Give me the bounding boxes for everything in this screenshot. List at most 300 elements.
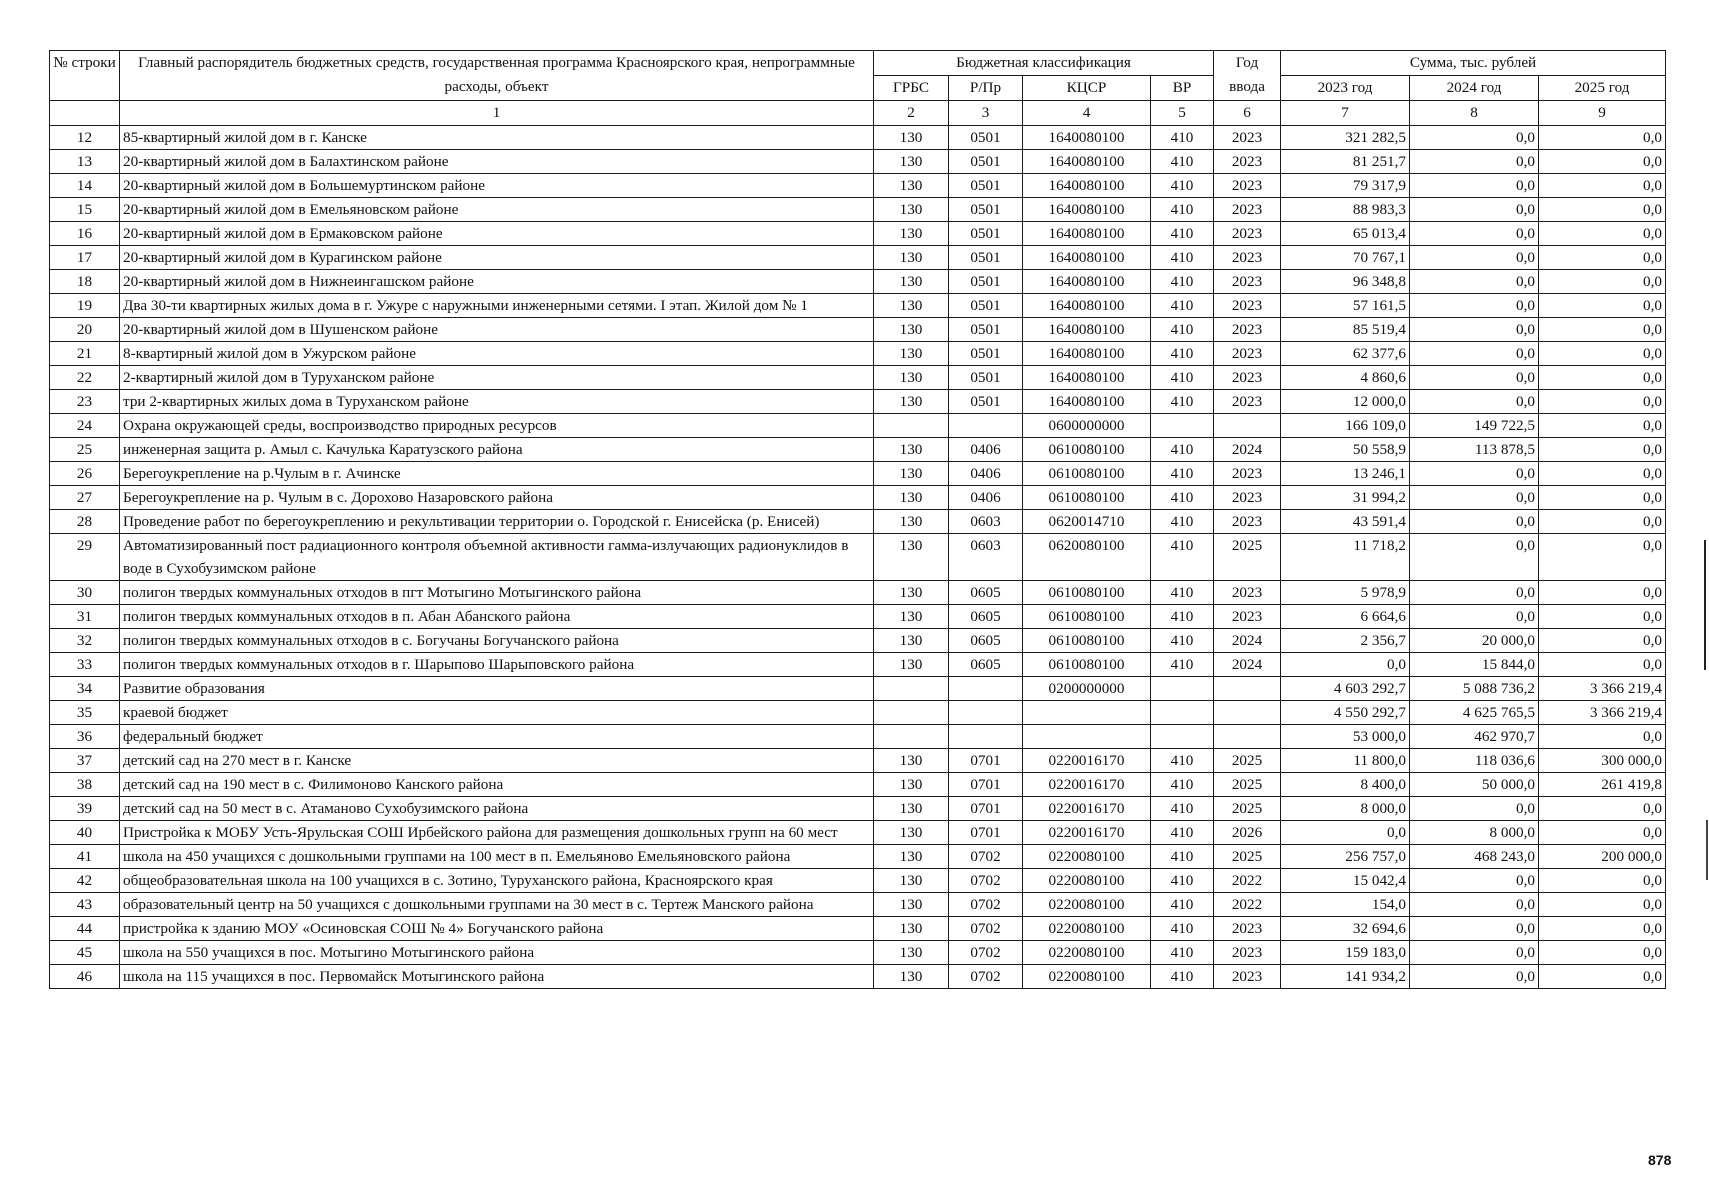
row-sum-2024: 468 243,0 xyxy=(1410,845,1539,869)
row-sum-2023: 79 317,9 xyxy=(1281,174,1410,198)
row-sum-2025: 0,0 xyxy=(1539,198,1666,222)
row-name: детский сад на 50 мест в с. Атаманово Сухобузимского района xyxy=(120,797,874,821)
table-row xyxy=(50,174,1666,198)
row-number: 37 xyxy=(50,749,120,773)
row-name: образовательный центр на 50 учащихся с дошкольными группами на 30 мест в с. Тертеж Манского района xyxy=(120,893,874,917)
row-grbs: 130 xyxy=(874,869,949,893)
row-kcsr: 1640080100 xyxy=(1023,174,1151,198)
row-sum-2024: 0,0 xyxy=(1410,342,1539,366)
row-year: 2025 xyxy=(1214,749,1281,773)
row-vr: 410 xyxy=(1151,797,1214,821)
col-number: 1 xyxy=(120,101,874,126)
row-rpr: 0501 xyxy=(949,294,1023,318)
row-kcsr: 0220080100 xyxy=(1023,845,1151,869)
col-number: 3 xyxy=(949,101,1023,126)
row-grbs: 130 xyxy=(874,941,949,965)
row-year: 2023 xyxy=(1214,510,1281,534)
row-sum-2025: 0,0 xyxy=(1539,893,1666,917)
col-number: 8 xyxy=(1410,101,1539,126)
row-rpr: 0605 xyxy=(949,629,1023,653)
row-vr xyxy=(1151,677,1214,701)
row-sum-2025: 0,0 xyxy=(1539,629,1666,653)
row-rpr: 0702 xyxy=(949,845,1023,869)
row-sum-2024: 0,0 xyxy=(1410,893,1539,917)
table-row xyxy=(50,318,1666,342)
row-sum-2025: 3 366 219,4 xyxy=(1539,677,1666,701)
row-kcsr: 0610080100 xyxy=(1023,462,1151,486)
header-budget-classification: Бюджетная классификация xyxy=(874,51,1214,76)
row-rpr: 0603 xyxy=(949,510,1023,534)
header-2024: 2024 год xyxy=(1410,76,1539,101)
row-grbs xyxy=(874,701,949,725)
row-grbs: 130 xyxy=(874,366,949,390)
row-number: 42 xyxy=(50,869,120,893)
row-name: Пристройка к МОБУ Усть-Ярульская СОШ Ирбейского района для размещения дошкольных групп на 60 мест xyxy=(120,821,874,845)
header-2023: 2023 год xyxy=(1281,76,1410,101)
row-number: 43 xyxy=(50,893,120,917)
row-vr: 410 xyxy=(1151,294,1214,318)
row-name: 20-квартирный жилой дом в Шушенском районе xyxy=(120,318,874,342)
row-sum-2025: 0,0 xyxy=(1539,342,1666,366)
row-name: 8-квартирный жилой дом в Ужурском районе xyxy=(120,342,874,366)
table-row xyxy=(50,917,1666,941)
row-sum-2023: 96 348,8 xyxy=(1281,270,1410,294)
row-sum-2024: 0,0 xyxy=(1410,390,1539,414)
row-sum-2024: 462 970,7 xyxy=(1410,725,1539,749)
row-sum-2024: 0,0 xyxy=(1410,126,1539,150)
row-year xyxy=(1214,701,1281,725)
row-vr: 410 xyxy=(1151,965,1214,989)
row-sum-2025: 0,0 xyxy=(1539,534,1666,581)
row-year: 2025 xyxy=(1214,773,1281,797)
row-year: 2023 xyxy=(1214,174,1281,198)
row-number: 20 xyxy=(50,318,120,342)
col-number: 6 xyxy=(1214,101,1281,126)
row-sum-2024: 0,0 xyxy=(1410,246,1539,270)
row-rpr xyxy=(949,701,1023,725)
row-grbs: 130 xyxy=(874,797,949,821)
row-grbs: 130 xyxy=(874,486,949,510)
table-row xyxy=(50,294,1666,318)
row-grbs: 130 xyxy=(874,174,949,198)
row-number: 21 xyxy=(50,342,120,366)
row-vr: 410 xyxy=(1151,629,1214,653)
row-name: краевой бюджет xyxy=(120,701,874,725)
row-sum-2023: 4 550 292,7 xyxy=(1281,701,1410,725)
row-sum-2024: 0,0 xyxy=(1410,486,1539,510)
row-vr: 410 xyxy=(1151,749,1214,773)
col-number: 4 xyxy=(1023,101,1151,126)
row-number: 34 xyxy=(50,677,120,701)
row-number: 36 xyxy=(50,725,120,749)
row-rpr: 0702 xyxy=(949,893,1023,917)
row-vr: 410 xyxy=(1151,534,1214,581)
row-vr: 410 xyxy=(1151,941,1214,965)
row-sum-2024: 0,0 xyxy=(1410,150,1539,174)
row-number: 30 xyxy=(50,581,120,605)
row-number: 46 xyxy=(50,965,120,989)
row-number: 23 xyxy=(50,390,120,414)
row-sum-2024: 0,0 xyxy=(1410,534,1539,581)
row-vr: 410 xyxy=(1151,893,1214,917)
row-sum-2025: 0,0 xyxy=(1539,510,1666,534)
row-year: 2023 xyxy=(1214,581,1281,605)
row-name: федеральный бюджет xyxy=(120,725,874,749)
row-kcsr: 0600000000 xyxy=(1023,414,1151,438)
table-row xyxy=(50,893,1666,917)
header-kcsr: КЦСР xyxy=(1023,76,1151,101)
row-number: 27 xyxy=(50,486,120,510)
page-number: 878 xyxy=(1648,1152,1672,1168)
row-sum-2024: 113 878,5 xyxy=(1410,438,1539,462)
row-name: 2-квартирный жилой дом в Туруханском районе xyxy=(120,366,874,390)
row-sum-2025: 261 419,8 xyxy=(1539,773,1666,797)
row-year: 2025 xyxy=(1214,845,1281,869)
row-grbs: 130 xyxy=(874,150,949,174)
row-kcsr xyxy=(1023,701,1151,725)
row-sum-2025: 0,0 xyxy=(1539,941,1666,965)
row-sum-2025: 0,0 xyxy=(1539,294,1666,318)
row-kcsr: 0610080100 xyxy=(1023,605,1151,629)
row-year: 2023 xyxy=(1214,486,1281,510)
row-sum-2024: 4 625 765,5 xyxy=(1410,701,1539,725)
row-sum-2023: 5 978,9 xyxy=(1281,581,1410,605)
row-sum-2023: 12 000,0 xyxy=(1281,390,1410,414)
table-row xyxy=(50,773,1666,797)
row-vr: 410 xyxy=(1151,773,1214,797)
row-sum-2023: 43 591,4 xyxy=(1281,510,1410,534)
row-number: 17 xyxy=(50,246,120,270)
row-sum-2023: 15 042,4 xyxy=(1281,869,1410,893)
row-name: детский сад на 190 мест в с. Филимоново Канского района xyxy=(120,773,874,797)
row-number: 29 xyxy=(50,534,120,581)
row-kcsr: 0220016170 xyxy=(1023,749,1151,773)
row-rpr: 0605 xyxy=(949,653,1023,677)
row-sum-2024: 0,0 xyxy=(1410,318,1539,342)
row-vr: 410 xyxy=(1151,653,1214,677)
row-rpr: 0501 xyxy=(949,390,1023,414)
row-sum-2024: 5 088 736,2 xyxy=(1410,677,1539,701)
row-sum-2023: 70 767,1 xyxy=(1281,246,1410,270)
row-vr: 410 xyxy=(1151,198,1214,222)
row-number: 28 xyxy=(50,510,120,534)
row-year: 2023 xyxy=(1214,318,1281,342)
row-grbs: 130 xyxy=(874,629,949,653)
row-number: 19 xyxy=(50,294,120,318)
table-row xyxy=(50,366,1666,390)
row-name: 20-квартирный жилой дом в Емельяновском районе xyxy=(120,198,874,222)
row-vr xyxy=(1151,701,1214,725)
row-grbs xyxy=(874,725,949,749)
table-row xyxy=(50,534,1666,581)
row-rpr: 0406 xyxy=(949,438,1023,462)
row-sum-2023: 32 694,6 xyxy=(1281,917,1410,941)
row-number: 13 xyxy=(50,150,120,174)
row-sum-2025: 0,0 xyxy=(1539,869,1666,893)
row-rpr xyxy=(949,414,1023,438)
row-sum-2024: 118 036,6 xyxy=(1410,749,1539,773)
row-sum-2023: 88 983,3 xyxy=(1281,198,1410,222)
row-vr xyxy=(1151,725,1214,749)
row-sum-2023: 321 282,5 xyxy=(1281,126,1410,150)
row-rpr: 0406 xyxy=(949,462,1023,486)
row-sum-2023: 11 718,2 xyxy=(1281,534,1410,581)
row-grbs: 130 xyxy=(874,845,949,869)
row-number: 40 xyxy=(50,821,120,845)
row-year: 2023 xyxy=(1214,294,1281,318)
table-row xyxy=(50,342,1666,366)
row-grbs: 130 xyxy=(874,462,949,486)
row-sum-2025: 0,0 xyxy=(1539,965,1666,989)
row-sum-2025: 300 000,0 xyxy=(1539,749,1666,773)
row-kcsr: 0220080100 xyxy=(1023,941,1151,965)
row-sum-2023: 4 603 292,7 xyxy=(1281,677,1410,701)
row-sum-2025: 0,0 xyxy=(1539,390,1666,414)
row-rpr: 0501 xyxy=(949,222,1023,246)
row-vr: 410 xyxy=(1151,917,1214,941)
row-kcsr: 0610080100 xyxy=(1023,438,1151,462)
header-vr: ВР xyxy=(1151,76,1214,101)
row-grbs xyxy=(874,414,949,438)
row-year: 2022 xyxy=(1214,893,1281,917)
row-rpr: 0501 xyxy=(949,246,1023,270)
table-row xyxy=(50,390,1666,414)
row-name: полигон твердых коммунальных отходов в пгт Мотыгино Мотыгинского района xyxy=(120,581,874,605)
row-rpr: 0701 xyxy=(949,773,1023,797)
row-grbs: 130 xyxy=(874,126,949,150)
row-sum-2024: 0,0 xyxy=(1410,581,1539,605)
row-grbs: 130 xyxy=(874,965,949,989)
row-sum-2023: 57 161,5 xyxy=(1281,294,1410,318)
row-sum-2024: 0,0 xyxy=(1410,869,1539,893)
table-row xyxy=(50,869,1666,893)
row-kcsr: 1640080100 xyxy=(1023,366,1151,390)
col-number: 7 xyxy=(1281,101,1410,126)
row-kcsr: 1640080100 xyxy=(1023,318,1151,342)
row-year: 2024 xyxy=(1214,653,1281,677)
col-number: 9 xyxy=(1539,101,1666,126)
table-row xyxy=(50,941,1666,965)
row-sum-2024: 0,0 xyxy=(1410,366,1539,390)
table-row xyxy=(50,222,1666,246)
row-grbs: 130 xyxy=(874,821,949,845)
row-rpr: 0501 xyxy=(949,174,1023,198)
row-grbs: 130 xyxy=(874,653,949,677)
row-number: 39 xyxy=(50,797,120,821)
row-rpr: 0702 xyxy=(949,869,1023,893)
scan-artifact xyxy=(1704,540,1706,670)
row-name: школа на 450 учащихся с дошкольными группами на 100 мест в п. Емельяново Емельяновского района xyxy=(120,845,874,869)
row-vr: 410 xyxy=(1151,821,1214,845)
row-kcsr: 1640080100 xyxy=(1023,126,1151,150)
row-kcsr xyxy=(1023,725,1151,749)
row-sum-2025: 3 366 219,4 xyxy=(1539,701,1666,725)
row-sum-2024: 20 000,0 xyxy=(1410,629,1539,653)
row-name: школа на 115 учащихся в пос. Первомайск Мотыгинского района xyxy=(120,965,874,989)
table-row xyxy=(50,581,1666,605)
table-row xyxy=(50,821,1666,845)
row-sum-2025: 0,0 xyxy=(1539,366,1666,390)
row-year: 2025 xyxy=(1214,534,1281,581)
row-name: инженерная защита р. Амыл с. Качулька Каратузского района xyxy=(120,438,874,462)
table-row xyxy=(50,246,1666,270)
table-row xyxy=(50,725,1666,749)
row-rpr: 0501 xyxy=(949,318,1023,342)
row-vr: 410 xyxy=(1151,486,1214,510)
row-grbs: 130 xyxy=(874,246,949,270)
row-vr: 410 xyxy=(1151,342,1214,366)
row-vr: 410 xyxy=(1151,126,1214,150)
row-rpr: 0702 xyxy=(949,941,1023,965)
row-number: 14 xyxy=(50,174,120,198)
row-number: 35 xyxy=(50,701,120,725)
row-grbs: 130 xyxy=(874,893,949,917)
row-kcsr: 0220016170 xyxy=(1023,773,1151,797)
row-kcsr: 0610080100 xyxy=(1023,486,1151,510)
row-name: общеобразовательная школа на 100 учащихся в с. Зотино, Туруханского района, Красноярского края xyxy=(120,869,874,893)
row-kcsr: 1640080100 xyxy=(1023,342,1151,366)
row-name: три 2-квартирных жилых дома в Туруханском районе xyxy=(120,390,874,414)
row-sum-2023: 256 757,0 xyxy=(1281,845,1410,869)
row-sum-2024: 0,0 xyxy=(1410,510,1539,534)
row-sum-2025: 0,0 xyxy=(1539,653,1666,677)
row-year: 2026 xyxy=(1214,821,1281,845)
row-sum-2025: 0,0 xyxy=(1539,581,1666,605)
row-vr: 410 xyxy=(1151,438,1214,462)
row-year: 2023 xyxy=(1214,605,1281,629)
row-year: 2023 xyxy=(1214,965,1281,989)
row-rpr: 0702 xyxy=(949,965,1023,989)
row-year: 2025 xyxy=(1214,797,1281,821)
row-kcsr: 0220080100 xyxy=(1023,893,1151,917)
row-number: 18 xyxy=(50,270,120,294)
row-name: 85-квартирный жилой дом в г. Канске xyxy=(120,126,874,150)
row-sum-2025: 0,0 xyxy=(1539,797,1666,821)
row-sum-2024: 0,0 xyxy=(1410,462,1539,486)
table-row xyxy=(50,510,1666,534)
row-number: 32 xyxy=(50,629,120,653)
header-year: Год ввода xyxy=(1214,51,1281,101)
row-vr: 410 xyxy=(1151,462,1214,486)
row-vr: 410 xyxy=(1151,246,1214,270)
row-sum-2025: 0,0 xyxy=(1539,605,1666,629)
row-rpr: 0702 xyxy=(949,917,1023,941)
row-sum-2023: 0,0 xyxy=(1281,653,1410,677)
row-rpr: 0501 xyxy=(949,150,1023,174)
row-year: 2023 xyxy=(1214,917,1281,941)
row-sum-2025: 200 000,0 xyxy=(1539,845,1666,869)
row-sum-2023: 31 994,2 xyxy=(1281,486,1410,510)
row-kcsr: 1640080100 xyxy=(1023,294,1151,318)
row-kcsr: 1640080100 xyxy=(1023,390,1151,414)
row-rpr: 0501 xyxy=(949,342,1023,366)
row-rpr: 0501 xyxy=(949,270,1023,294)
table-row xyxy=(50,150,1666,174)
row-vr: 410 xyxy=(1151,869,1214,893)
row-name: Берегоукрепление на р. Чулым в с. Дорохово Назаровского района xyxy=(120,486,874,510)
header-sum: Сумма, тыс. рублей xyxy=(1281,51,1666,76)
row-rpr: 0501 xyxy=(949,198,1023,222)
table-row xyxy=(50,845,1666,869)
row-number: 16 xyxy=(50,222,120,246)
header-grbs: ГРБС xyxy=(874,76,949,101)
scan-artifact xyxy=(1706,820,1708,880)
row-kcsr: 1640080100 xyxy=(1023,246,1151,270)
row-sum-2023: 0,0 xyxy=(1281,821,1410,845)
row-sum-2024: 149 722,5 xyxy=(1410,414,1539,438)
table-row xyxy=(50,126,1666,150)
row-vr: 410 xyxy=(1151,605,1214,629)
row-vr: 410 xyxy=(1151,150,1214,174)
row-rpr: 0406 xyxy=(949,486,1023,510)
row-sum-2024: 0,0 xyxy=(1410,941,1539,965)
row-vr: 410 xyxy=(1151,510,1214,534)
row-name: Два 30-ти квартирных жилых дома в г. Ужуре с наружными инженерными сетями. I этап. Жилой дом № 1 xyxy=(120,294,874,318)
row-sum-2023: 50 558,9 xyxy=(1281,438,1410,462)
row-kcsr: 0620080100 xyxy=(1023,534,1151,581)
header-rpr: Р/Пр xyxy=(949,76,1023,101)
row-sum-2023: 4 860,6 xyxy=(1281,366,1410,390)
table-row xyxy=(50,605,1666,629)
row-sum-2023: 8 400,0 xyxy=(1281,773,1410,797)
row-rpr xyxy=(949,725,1023,749)
row-grbs: 130 xyxy=(874,198,949,222)
row-vr: 410 xyxy=(1151,581,1214,605)
row-sum-2023: 141 934,2 xyxy=(1281,965,1410,989)
row-sum-2024: 0,0 xyxy=(1410,294,1539,318)
row-sum-2023: 166 109,0 xyxy=(1281,414,1410,438)
table-row xyxy=(50,749,1666,773)
row-kcsr: 0610080100 xyxy=(1023,629,1151,653)
table-row xyxy=(50,797,1666,821)
col-number xyxy=(50,101,120,126)
row-name: полигон твердых коммунальных отходов в п. Абан Абанского района xyxy=(120,605,874,629)
row-number: 25 xyxy=(50,438,120,462)
row-year: 2023 xyxy=(1214,222,1281,246)
table-row xyxy=(50,462,1666,486)
row-grbs: 130 xyxy=(874,270,949,294)
row-sum-2023: 154,0 xyxy=(1281,893,1410,917)
row-rpr: 0701 xyxy=(949,797,1023,821)
row-rpr xyxy=(949,677,1023,701)
row-sum-2024: 15 844,0 xyxy=(1410,653,1539,677)
row-year: 2023 xyxy=(1214,941,1281,965)
row-rpr: 0701 xyxy=(949,749,1023,773)
row-kcsr: 1640080100 xyxy=(1023,198,1151,222)
row-grbs: 130 xyxy=(874,749,949,773)
row-grbs: 130 xyxy=(874,917,949,941)
row-vr xyxy=(1151,414,1214,438)
row-kcsr: 0610080100 xyxy=(1023,653,1151,677)
row-year xyxy=(1214,725,1281,749)
row-name: полигон твердых коммунальных отходов в с. Богучаны Богучанского района xyxy=(120,629,874,653)
row-rpr: 0501 xyxy=(949,126,1023,150)
row-sum-2023: 11 800,0 xyxy=(1281,749,1410,773)
row-sum-2025: 0,0 xyxy=(1539,126,1666,150)
table-row xyxy=(50,198,1666,222)
row-year: 2023 xyxy=(1214,246,1281,270)
row-name: детский сад на 270 мест в г. Канске xyxy=(120,749,874,773)
row-grbs: 130 xyxy=(874,318,949,342)
row-vr: 410 xyxy=(1151,270,1214,294)
row-grbs: 130 xyxy=(874,222,949,246)
header-2025: 2025 год xyxy=(1539,76,1666,101)
row-number: 41 xyxy=(50,845,120,869)
table-row xyxy=(50,965,1666,989)
row-name: 20-квартирный жилой дом в Большемуртинском районе xyxy=(120,174,874,198)
row-number: 44 xyxy=(50,917,120,941)
row-kcsr: 1640080100 xyxy=(1023,150,1151,174)
